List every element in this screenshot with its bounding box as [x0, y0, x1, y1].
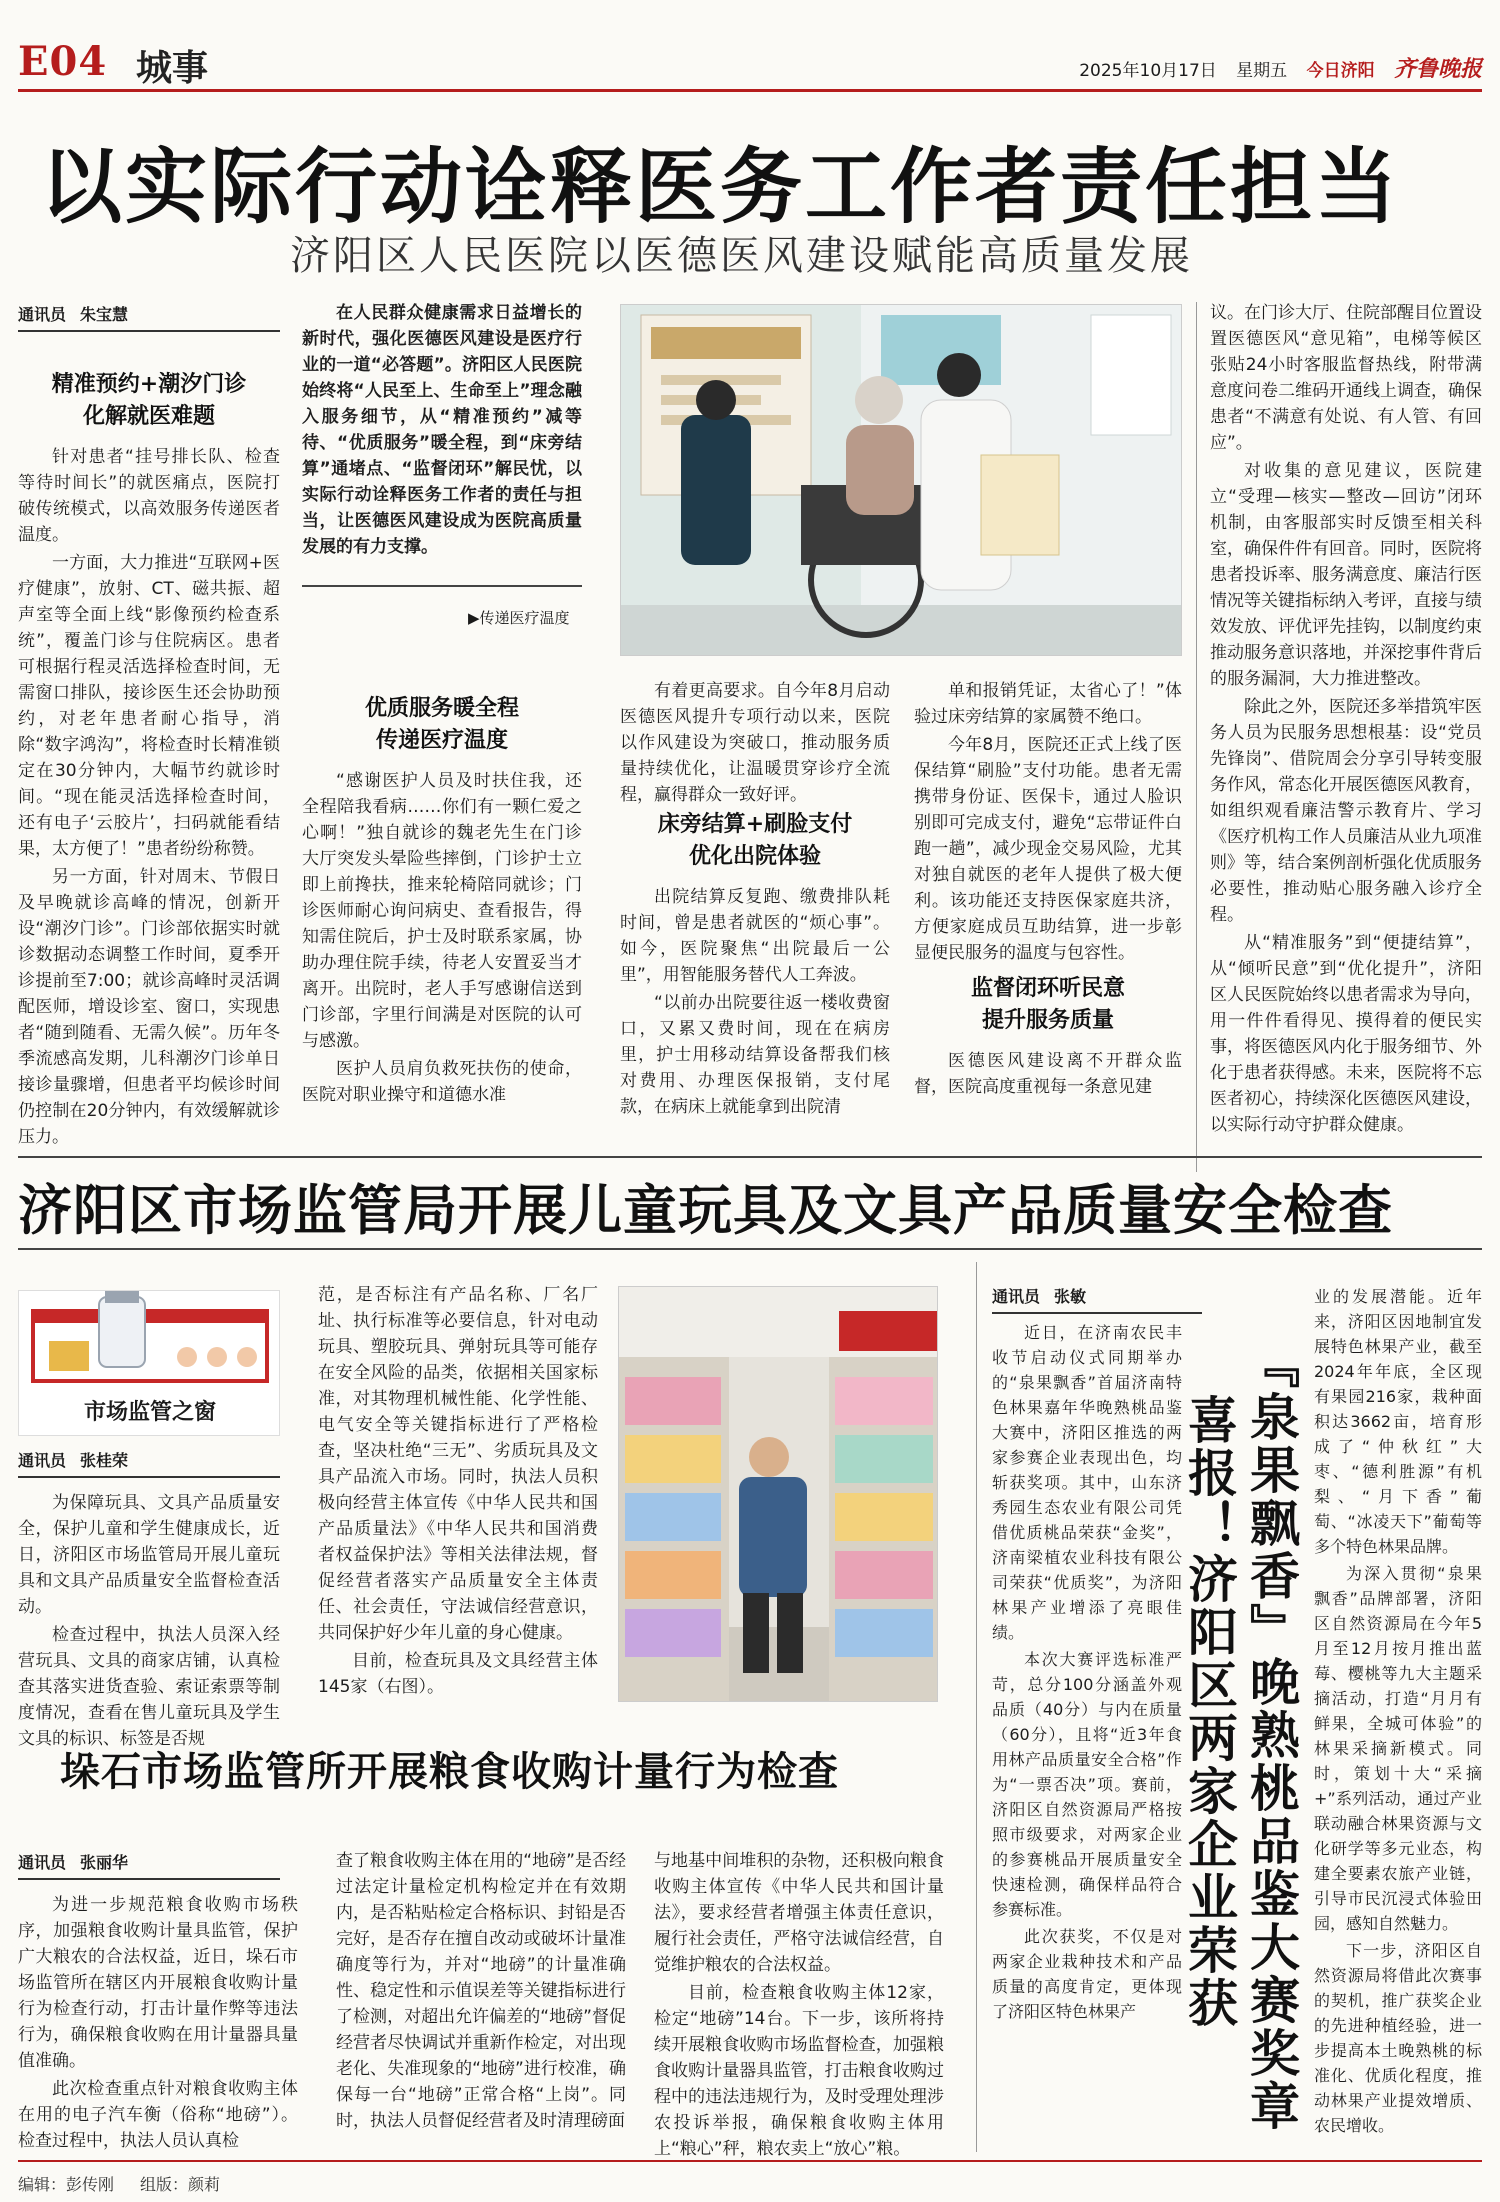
footer	[18, 2172, 246, 2195]
article1-subhead-1: 精准预约+潮汐门诊 化解就医难题	[51, 371, 247, 429]
article3-byline	[18, 1850, 280, 1880]
intro-paragraph: 在人民群众健康需求日益增长的新时代，强化医德医风建设是医疗行业的一道“必答题”。济阳区人民医院始终将“人民至上、生命至上”理念融入服务细节，从“精准预约”减等待、“优质服务”暖全程，到“床旁结算”通堵点、“监督闭环”解民忧，以实际行动诠释医务工作者的责任与担当，让医德医风建设成为医院高质量发展的有力支撑。	[302, 303, 582, 557]
article4-column-2	[1314, 1284, 1482, 2140]
edition-label: 今日济阳	[1306, 61, 1375, 81]
footer-rule	[18, 2160, 1482, 2162]
article1-column-3b	[620, 884, 890, 1122]
hospital-photo-image	[621, 305, 1182, 656]
article4-byline	[992, 1284, 1202, 1314]
byline-name: 张桂荣	[80, 1451, 129, 1470]
paragraph: 医德医风建设离不开群众监督，医院高度重视每一条意见建	[914, 1051, 1182, 1097]
issue-weekday: 星期五	[1236, 61, 1288, 81]
paper-logo: 齐鲁晚报	[1393, 56, 1482, 82]
page-number: E04	[18, 38, 108, 85]
byline-role: 通讯员	[18, 305, 67, 324]
paragraph: 除此之外，医院还多举措筑牢医务人员为民服务思想根基：设“党员先锋岗”、借院周会分享引导转变服务作风，常态化开展医德医风教育，如组织观看廉洁警示教育片、学习《医疗机构工作人员廉洁从业九项准则》等，结合案例剖析强化优质服务必要性，推动贴心服务融入诊疗全程。	[1210, 697, 1482, 925]
article3-column-1	[18, 1892, 298, 2156]
paragraph: 针对患者“挂号排长队、检查等待时间长”的就医痛点，医院打破传统模式，以高效服务传递医者温度。	[18, 447, 280, 545]
byline-name: 张敏	[1054, 1287, 1087, 1306]
paragraph: 为深入贯彻“泉果飘香”品牌部署，济阳区自然资源局在今年5月至12月按月推出蓝莓、樱桃等九大主题采摘活动，打造“月月有鲜果，全城可体验”的林果采摘新模式。同时，策划十大“采摘+”系列活动，通过产业联动融合林果资源与文化研学等多元业态，构建全要素农旅产业链，引导市民沉浸式体验田园，感知自然魅力。	[1314, 1564, 1482, 1933]
paragraph: 从“精准服务”到“便捷结算”，从“倾听民意”到“优化提升”，济阳区人民医院始终以患者需求为导向，用一件件看得见、摸得着的便民实事，将医德医风内化于服务细节、外化于患者获得感。未来，医院将不忘医者初心，持续深化医德医风建设，以实际行动守护群众健康。	[1210, 933, 1482, 1135]
article1-column-4	[914, 678, 1182, 968]
article4-headline-line1: 『泉果飘香』晚熟桃品鉴大赛奖章	[1242, 1338, 1301, 2133]
section-divider	[18, 1156, 1482, 1158]
section-name: 城事	[136, 47, 209, 89]
layout-credit: 组版：颜莉	[140, 2175, 221, 2194]
paragraph: 目前，检查粮食收购主体12家，检定“地磅”14台。下一步，该所将持续开展粮食收购市场监督检查，加强粮食收购计量器具监管，打击粮食收购过程中的违法违规行为，及时受理处理涉农投诉举报，确保粮食收购主体用上“粮心”秤，粮农卖上“放心”粮。	[654, 1983, 944, 2159]
article1-column-3	[620, 678, 890, 810]
stall-icon	[19, 1291, 281, 1401]
article1-byline	[18, 302, 280, 332]
article2-headline: 济阳区市场监管局开展儿童玩具及文具产品质量安全检查	[18, 1178, 1393, 1242]
paragraph: 对收集的意见建议，医院建立“受理—核实—整改—回访”闭环机制，由客服部实时反馈至相关科室，确保件件有回音。同时，医院将患者投诉率、服务满意度、廉洁行医情况等关键指标纳入考评，直接与绩效发放、评优评先挂钩，以制度约束推动服务意识落地，并深挖事件背后的服务漏洞，大力推进整改。	[1210, 461, 1482, 689]
column-divider	[976, 1262, 977, 2152]
hospital-photo	[620, 304, 1182, 656]
article1-headline: 以实际行动诠释医务工作者责任担当	[40, 139, 1401, 235]
paragraph: “感谢医护人员及时扶住我，还全程陪我看病……你们有一颗仁爱之心啊！”独自就诊的魏老先生在门诊大厅突发头晕险些摔倒，门诊护士立即上前搀扶，推来轮椅陪同就诊；门诊医师耐心询问病史、查看报告，得知需住院后，护士及时联系家属，协助办理住院手续，待老人安置妥当才离开。出院时，老人手写感谢信送到门诊部，字里行间满是对医院的认可与感激。	[302, 771, 582, 1051]
article3-column-2	[336, 1848, 626, 2136]
paragraph: 另一方面，针对周末、节假日及早晚就诊高峰的情况，创新开设“潮汐门诊”。门诊部依据实时就诊数据动态调整工作时间，夏季开诊提前至7:00；就诊高峰时灵活调配医师，增设诊室、窗口，实现患者“随到随看、无需久候”。历年冬季流感高发期，儿科潮汐门诊单日接诊量骤增，但患者平均候诊时间仍控制在20分钟内，有效缓解就诊压力。	[18, 867, 280, 1147]
intro-rule	[302, 585, 582, 587]
paragraph: 近日，在济南农民丰收节启动仪式同期举办的“泉果飘香”首届济南特色林果嘉年华晚熟桃品鉴大赛中，济阳区推选的两家参赛企业表现出色，均斩获奖项。其中，山东济秀园生态农业有限公司凭借优质桃品荣获“金奖”，济南梁植农业科技有限公司荣获“优质奖”，为济阳林果产业增添了亮眼佳绩。	[992, 1323, 1182, 1642]
paragraph: 一方面，大力推进“互联网+医疗健康”，放射、CT、磁共振、超声室等全面上线“影像预约检查系统”，覆盖门诊与住院病区。患者可根据行程灵活选择检查时间，无需窗口排队，接诊医生还会协助预约，对老年患者耐心指导，消除“数字鸿沟”，将检查时长精准锁定在30分钟内，大幅节约就诊时间。“现在能灵活选择检查时间，还有电子‘云胶片’，扫码就能看结果，太方便了！”患者纷纷称赞。	[18, 553, 280, 859]
paragraph: 医护人员肩负救死扶伤的使命，医院对职业操守和道德水准	[302, 1059, 582, 1105]
byline-name: 张丽华	[80, 1853, 129, 1872]
article1-column-5	[1210, 300, 1482, 1140]
byline-role: 通讯员	[992, 1287, 1041, 1306]
issue-date: 2025年10月17日	[1079, 61, 1217, 81]
byline-role: 通讯员	[18, 1853, 67, 1872]
masthead-info	[1065, 52, 1482, 83]
paragraph: 议。在门诊大厅、住院部醒目位置设置医德医风“意见箱”，电梯等候区张贴24小时客服监督热线，附带满意度问卷二维码开通线上调查，确保患者“不满意有处说、有人管、有回应”。	[1210, 303, 1482, 453]
article4-headline-line2: 喜报！济阳区两家企业荣获	[1180, 1394, 1239, 2030]
article1-column-2	[302, 768, 582, 1110]
paragraph: 范，是否标注有产品名称、厂名厂址、执行标准等必要信息，针对电动玩具、塑胶玩具、弹射玩具等可能存在安全风险的品类，依据相关国家标准，对其物理机械性能、化学性能、电气安全等关键指标进行了严格检查，坚决杜绝“三无”、劣质玩具及文具产品流入市场。同时，执法人员积极向经营主体宣传《中华人民共和国产品质量法》《中华人民共和国消费者权益保护法》等相关法律法规，督促经营者落实产品质量安全主体责任、社会责任，守法诚信经营意识，共同保护好少年儿童的身心健康。	[318, 1285, 598, 1643]
byline-name: 朱宝慧	[80, 305, 129, 324]
paragraph: 今年8月，医院还正式上线了医保结算“刷脸”支付功能。患者无需携带身份证、医保卡，通过人脸识别即可完成支付，避免“忘带证件白跑一趟”，减少现金交易风险，尤其对独自就医的老年人提供了极大便利。该功能还支持医保家庭共济，方便家庭成员互助结算，进一步彰显便民服务的温度与包容性。	[914, 735, 1182, 963]
market-regulation-logo	[18, 1290, 280, 1436]
editor-credit: 编辑：彭传刚	[18, 2175, 115, 2194]
store-inspection-image	[619, 1287, 938, 1702]
byline-role: 通讯员	[18, 1451, 67, 1470]
paragraph: 此次获奖，不仅是对两家企业栽种技术和产品质量的高度肯定，更体现了济阳区特色林果产	[992, 1927, 1182, 2021]
paragraph: 查了粮食收购主体在用的“地磅”是否经过法定计量检定机构检定并在有效期内，是否粘贴检定合格标识、封铅是否完好，是否存在擅自改动或破坏计量准确度等行为，并对“地磅”的计量准确性、稳定性和示值误差等关键指标进行了检测，对超出允许偏差的“地磅”督促经营者尽快调试并重新作检定，对出现老化、失准现象的“地磅”进行校准，确保每一台“地磅”正常合格“上岗”。同时，执法人员督促经营者及时清理磅面	[336, 1851, 626, 2131]
paragraph: 为保障玩具、文具产品质量安全，保护儿童和学生健康成长，近日，济阳区市场监管局开展儿童玩具和文具产品质量安全监督检查活动。	[18, 1493, 280, 1617]
masthead	[18, 20, 1482, 92]
paragraph: 单和报销凭证，太省心了！”体验过床旁结算的家属赞不绝口。	[914, 681, 1182, 727]
article1-subhead-2: 优质服务暖全程 传递医疗温度	[364, 695, 519, 753]
article3-column-3	[654, 1848, 944, 2164]
paragraph: 与地基中间堆积的杂物，还积极向粮食收购主体宣传《中华人民共和国计量法》，要求经营者增强主体责任意识，履行社会责任，严格守法诚信经营，自觉维护粮农的合法权益。	[654, 1851, 944, 1975]
article1-subheadline: 济阳区人民医院以医德医风建设赋能高质量发展	[290, 233, 1193, 279]
paragraph: 目前，检查玩具及文具经营主体145家（右图）。	[318, 1651, 598, 1697]
article2-column-1	[18, 1490, 280, 1754]
article1-column-4b	[914, 1048, 1182, 1102]
paragraph: 下一步，济阳区自然资源局将借此次赛事的契机，推广获奖企业的先进种植经验，进一步提高本土晚熟桃的标准化、优质化程度，推动林果产业提效增质、农民增收。	[1314, 1941, 1482, 2135]
photo-caption: ▶传递医疗温度	[468, 609, 570, 627]
paragraph: 出院结算反复跑、缴费排队耗时间，曾是患者就医的“烦心事”。如今，医院聚焦“出院最后一公里”，用智能服务替代人工奔波。	[620, 887, 890, 985]
column-divider	[1196, 302, 1197, 1172]
paragraph: 此次检查重点针对粮食收购主体在用的电子汽车衡（俗称“地磅”）。检查过程中，执法人员认真检	[18, 2079, 298, 2151]
paragraph: 为进一步规范粮食收购市场秩序，加强粮食收购计量具监管，保护广大粮农的合法权益，近日，垛石市场监管所在辖区内开展粮食收购计量行为检查行动，打击计量作弊等违法行为，确保粮食收购在用计量器具量值准确。	[18, 1895, 298, 2071]
paragraph: “以前办出院要往返一楼收费窗口，又累又费时间，现在在病房里，护士用移动结算设备帮我们核对费用、办理医保报销，支付尾款，在病床上就能拿到出院清	[620, 993, 890, 1117]
article2-byline	[18, 1448, 280, 1478]
store-inspection-photo	[618, 1286, 938, 1702]
paragraph: 检查过程中，执法人员深入经营玩具、文具的商家店铺，认真检查其落实进货查验、索证索票等制度情况，查看在售儿童玩具及学生文具的标识、标签是否规	[18, 1625, 280, 1749]
article1-subhead-4: 监督闭环听民意 提升服务质量	[970, 975, 1125, 1033]
paragraph: 有着更高要求。自今年8月启动医德医风提升专项行动以来，医院以作风建设为突破口，推动服务质量持续优化，让温暖贯穿诊疗全流程，赢得群众一致好评。	[620, 681, 890, 805]
article4-column-1	[992, 1320, 1182, 2026]
paragraph: 业的发展潜能。近年来，济阳区因地制宜发展特色林果产业，截至2024年年底，全区现有果园216家，栽种面积达3662亩，培育形成了“仲秋红”大枣、“德利胜源”有机梨、“月下香”葡萄、“冰凌天下”葡萄等多个特色林果品牌。	[1314, 1287, 1482, 1556]
article1-column-1	[18, 444, 280, 1152]
article2-column-2	[318, 1282, 598, 1702]
paragraph: 本次大赛评选标准严苛，总分100分涵盖外观品质（40分）与内在质量（60分），且将“近3年食用林产品质量安全合格”作为“一票否决”项。赛前，济阳区自然资源局严格按照市级要求，对两家企业的参赛桃品开展质量安全快速检测，确保样品符合参赛标准。	[992, 1650, 1182, 1919]
article1-intro	[302, 300, 582, 562]
article1-subhead-3: 床旁结算+刷脸支付 优化出院体验	[657, 811, 853, 869]
section-divider	[18, 1248, 1482, 1250]
article3-headline: 垛石市场监管所开展粮食收购计量行为检查	[60, 1748, 839, 1795]
logo-text: 市场监管之窗	[83, 1399, 216, 1425]
